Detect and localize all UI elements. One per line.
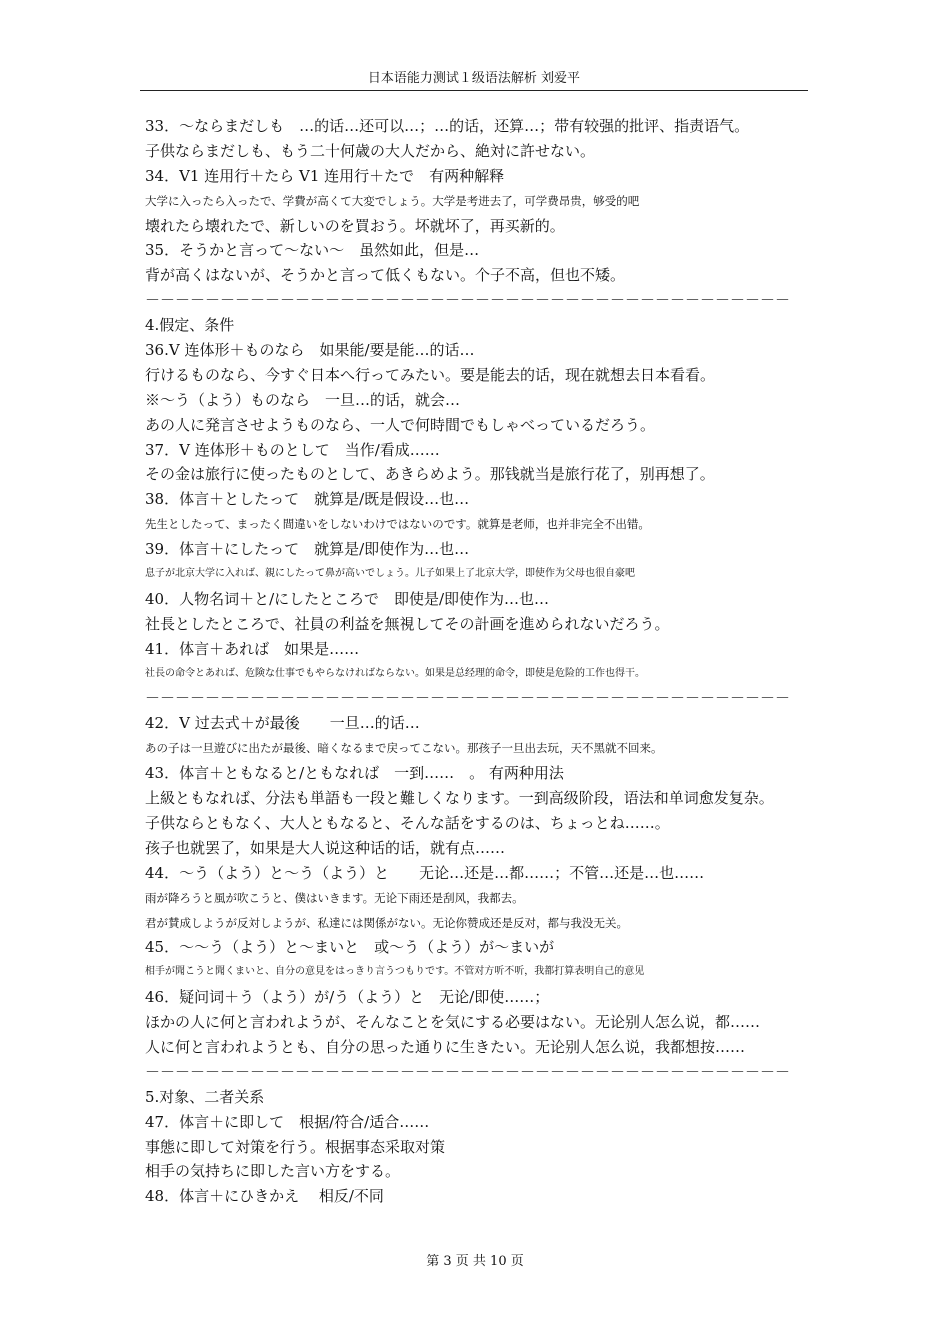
example-sentence: 君が賛成しようが反対しようが、私達には関係がない。无论你赞成还是反对，都与我没无关。	[145, 915, 628, 930]
section-divider: －－－－－－－－－－－－－－－－－－－－－－－－－－－－－－－－－－－－－－－－－－－	[145, 1062, 791, 1081]
page-header: 日本语能力测试１级语法解析 刘爱平	[367, 71, 581, 86]
example-sentence: 事態に即して対策を行う。根据事态采取对策	[145, 1137, 446, 1156]
example-sentence: 社長の命令とあれば、危険な仕事でもやらなければならない。如果是总经理的命令，即使是危险的工作也得干。	[145, 667, 645, 679]
document-body	[145, 114, 810, 1209]
grammar-heading-34: 34．V1 连用行＋たら V1 连用行＋たで 有两种解释	[145, 166, 505, 185]
example-sentence: 子供ならまだしも、もう二十何歳の大人だから、絶対に許せない。	[145, 141, 596, 160]
example-sentence: 社長としたところで、社員の利益を無視してその計画を進められないだろう。	[145, 614, 670, 633]
grammar-heading-47: 47．体言＋に即して 根据/符合/适合……	[145, 1112, 430, 1131]
example-translation: 孩子也就罢了，如果是大人说这种话的话，就有点……	[145, 838, 506, 857]
grammar-heading-45: 45．～～う（よう）と～まいと 或～う（よう）が～まいが	[145, 938, 555, 957]
page-number: 第 3 页 共 10 页	[426, 1254, 524, 1269]
grammar-heading-36: 36.V 连体形＋ものなら 如果能/要是能…的话…	[145, 341, 475, 360]
example-sentence: 壊れたら壊れたで、新しいのを買おう。坏就坏了，再买新的。	[145, 216, 565, 235]
section-divider: －－－－－－－－－－－－－－－－－－－－－－－－－－－－－－－－－－－－－－－－－－－	[145, 689, 791, 708]
example-sentence: その金は旅行に使ったものとして、あきらめよう。那钱就当是旅行花了，别再想了。	[145, 465, 715, 484]
grammar-heading-39: 39．体言＋にしたって 就算是/即使作为…也…	[145, 540, 470, 559]
grammar-heading-48: 48．体言＋にひきかえ 相反/不同	[145, 1187, 384, 1206]
grammar-heading-43: 43．体言＋ともなると/ともなれば 一到…… 。 有两种用法	[145, 764, 564, 783]
example-sentence: 息子が北京大学に入れば、親にしたって鼻が高いでしょう。儿子如果上了北京大学，即使作为父母也很自豪吧	[145, 568, 635, 580]
grammar-heading-46: 46．疑问词＋う（よう）が/う（よう）と 无论/即使……；	[145, 988, 550, 1007]
grammar-heading-35: 35．そうかと言って～ない～ 虽然如此，但是…	[145, 241, 480, 260]
grammar-heading-37: 37．V 连体形＋ものとして 当作/看成……	[145, 440, 440, 459]
example-sentence: 行けるものなら、今すぐ日本へ行ってみたい。要是能去的话，现在就想去日本看看。	[145, 365, 716, 384]
example-sentence: 人に何と言われようとも、自分の思った通りに生きたい。无论别人怎么说，我都想按……	[145, 1037, 746, 1056]
grammar-heading-40: 40．人物名词＋と/にしたところで 即使是/即使作为…也…	[145, 589, 550, 608]
example-sentence: 雨が降ろうと風が吹こうと、僕はいきます。无论下雨还是刮风，我都去。	[145, 890, 524, 905]
example-sentence: 子供ならともなく、大人ともなると、そんな話をするのは、ちょっとね……。	[145, 813, 670, 832]
example-sentence: あの子は一旦遊びに出たが最後、暗くなるまで戻ってこない。那孩子一旦出去玩，天不黑就不回来。	[145, 741, 663, 756]
example-sentence: 相手が聞こうと聞くまいと、自分の意見をはっきり言うつもりです。不管对方听不听，我都打算表明自己的意见	[145, 966, 645, 978]
grammar-heading-41: 41．体言＋あれば 如果是……	[145, 639, 360, 658]
example-sentence: 背が高くはないが、そうかと言って低くもない。个子不高，但也不矮。	[145, 266, 626, 285]
section-title: 5.对象、二者关系	[145, 1087, 265, 1106]
example-sentence: 先生としたって、まったく間違いをしないわけではないのです。就算是老师，也并非完全不出错。	[145, 517, 650, 532]
example-sentence: あの人に発言させようものなら、一人で何時間でもしゃべっているだろう。	[145, 415, 656, 434]
grammar-heading-33: 33．～ならまだしも …的话…还可以…；…的话，还算…；带有较强的批评、指责语气。	[145, 117, 750, 135]
section-title: 4.假定、条件	[145, 316, 235, 335]
example-sentence: 大学に入ったら入ったで、学費が高くて大変でしょう。大学是考进去了，可学费昂贵，够受的吧	[145, 193, 640, 208]
section-divider: －－－－－－－－－－－－－－－－－－－－－－－－－－－－－－－－－－－－－－－－－－－	[145, 291, 791, 310]
grammar-heading-44: 44．～う（よう）と～う（よう）と 无论…还是…都……；不管…还是…也……	[145, 863, 705, 882]
grammar-heading-42: 42．V 过去式＋が最後 一旦…的话…	[145, 714, 420, 733]
grammar-heading-38: 38．体言＋としたって 就算是/既是假设…也…	[145, 490, 470, 509]
example-sentence: ほかの人に何と言われようが、そんなことを気にする必要はない。无论别人怎么说，都……	[145, 1013, 761, 1032]
grammar-note: ※～う（よう）ものなら 一旦…的话，就会…	[145, 390, 461, 409]
example-sentence: 上級ともなれば、分法も単語も一段と難しくなります。一到高级阶段，语法和单词愈发复杂。	[145, 789, 774, 808]
header-rule	[140, 90, 808, 91]
example-sentence: 相手の気持ちに即した言い方をする。	[145, 1162, 401, 1181]
